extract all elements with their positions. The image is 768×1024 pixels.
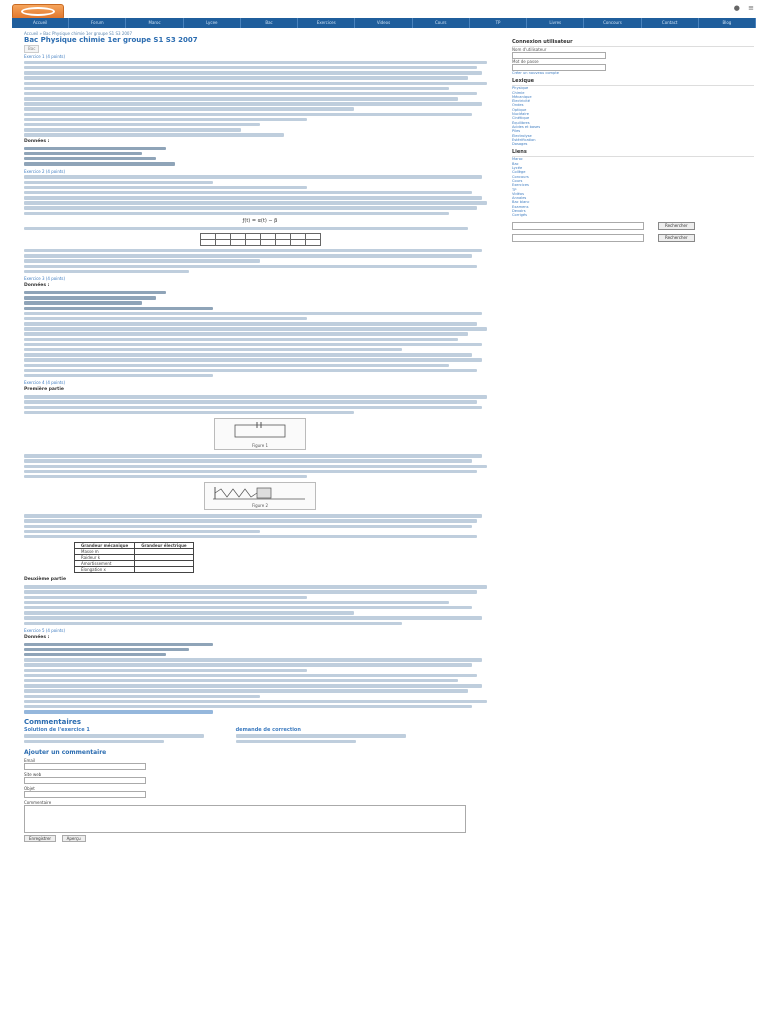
table-cell: Amortissement bbox=[75, 561, 135, 567]
save-button[interactable]: Enregistrer bbox=[24, 835, 56, 842]
password-field[interactable] bbox=[512, 64, 606, 71]
preview-button[interactable]: Aperçu bbox=[62, 835, 86, 842]
links-item[interactable]: Vidéos bbox=[512, 191, 524, 196]
lexique-item[interactable]: Estérification bbox=[512, 137, 536, 142]
login-widget-title: Connexion utilisateur bbox=[512, 39, 754, 47]
comment-card bbox=[24, 727, 224, 745]
circuit-figure bbox=[214, 418, 306, 450]
data-heading: Données : bbox=[24, 138, 50, 144]
website-field[interactable] bbox=[24, 777, 146, 784]
search-button[interactable]: Rechercher bbox=[658, 222, 695, 230]
lexique-item[interactable]: Ondes bbox=[512, 103, 524, 108]
top-icons bbox=[728, 4, 754, 12]
nav-item[interactable]: TP bbox=[470, 18, 527, 28]
spring-diagram bbox=[205, 483, 315, 503]
subject-label: Objet bbox=[24, 785, 35, 791]
exercise-heading: Exercice 2 (4 points) bbox=[24, 168, 66, 174]
formula: ƒ(t) = α(t) − β bbox=[242, 217, 278, 224]
links-item[interactable]: Bac blanc bbox=[512, 200, 530, 205]
lexique-item[interactable]: Acides et bases bbox=[512, 124, 541, 129]
links-item[interactable]: Annales bbox=[512, 196, 527, 201]
links-item[interactable]: TP bbox=[512, 187, 517, 192]
lexique-item[interactable]: Physique bbox=[512, 86, 529, 91]
category-button[interactable]: Bac bbox=[24, 45, 39, 53]
part-heading: Première partie bbox=[24, 387, 64, 393]
lexique-item[interactable]: Optique bbox=[512, 107, 527, 112]
figure-caption: Figure 1 bbox=[251, 443, 269, 449]
user-icon[interactable]: ● bbox=[733, 4, 740, 12]
exercise-heading: Exercice 4 (4 points) bbox=[24, 380, 66, 386]
links-item[interactable]: Cours bbox=[512, 178, 523, 183]
lexique-item[interactable]: Chimie bbox=[512, 90, 525, 95]
password-label: Mot de passe bbox=[512, 59, 539, 64]
measurement-table bbox=[200, 233, 321, 246]
links-item[interactable]: Bac bbox=[512, 161, 519, 166]
table-cell: Raideur k bbox=[75, 555, 135, 561]
website-label: Site web bbox=[24, 771, 42, 777]
links-title: Liens bbox=[512, 149, 754, 157]
links-item[interactable]: Lycée bbox=[512, 166, 523, 171]
nav-item[interactable]: Bac bbox=[241, 18, 298, 28]
lexique-item[interactable]: Équilibres bbox=[512, 120, 530, 125]
nav-item[interactable]: Lycee bbox=[184, 18, 241, 28]
comment-card bbox=[236, 727, 436, 745]
nav-item[interactable]: Forum bbox=[69, 18, 126, 28]
nav-item[interactable]: Blog bbox=[699, 18, 756, 28]
table-header: Grandeur électrique bbox=[135, 543, 193, 549]
lexique-item[interactable]: Électricité bbox=[512, 99, 530, 104]
comment-title[interactable]: Solution de l'exercice 1 bbox=[24, 726, 90, 733]
search-input[interactable] bbox=[512, 222, 644, 230]
lexique-item[interactable]: Dosages bbox=[512, 142, 528, 147]
analogy-table bbox=[74, 542, 194, 573]
nav-item[interactable]: Exercices bbox=[298, 18, 355, 28]
lexique-item[interactable]: Cinétique bbox=[512, 116, 530, 121]
exercise-heading: Exercice 1 (4 points) bbox=[24, 54, 66, 59]
links-item[interactable]: Collège bbox=[512, 170, 526, 175]
links-item[interactable]: Examens bbox=[512, 204, 529, 209]
top-bar bbox=[0, 0, 768, 18]
search-input[interactable] bbox=[512, 234, 644, 242]
part-heading: Deuxième partie bbox=[24, 577, 67, 583]
lexique-item[interactable]: Nucléaire bbox=[512, 112, 529, 117]
page-title: Bac Physique chimie 1er groupe S1 S3 2007 bbox=[24, 36, 198, 44]
email-label: Email bbox=[24, 757, 36, 763]
article bbox=[24, 36, 496, 1004]
comments-title: Commentaires bbox=[24, 717, 82, 726]
links-item[interactable]: Devoirs bbox=[512, 209, 526, 214]
table-cell bbox=[135, 567, 193, 573]
sidebar bbox=[512, 36, 754, 242]
add-comment-title: Ajouter un commentaire bbox=[24, 748, 107, 756]
search-button[interactable]: Rechercher bbox=[658, 234, 695, 242]
username-label: Nom d'utilisateur bbox=[512, 47, 547, 52]
figure-caption: Figure 2 bbox=[251, 503, 269, 509]
nav-item[interactable]: Concours bbox=[584, 18, 641, 28]
comment-title[interactable]: demande de correction bbox=[235, 726, 301, 733]
links-item[interactable]: Concours bbox=[512, 174, 529, 179]
nav-item[interactable]: Livres bbox=[527, 18, 584, 28]
data-heading: Données : bbox=[24, 283, 50, 289]
exercise-heading: Exercice 5 (4 points) bbox=[24, 627, 66, 633]
lexique-item[interactable]: Électrolyse bbox=[512, 133, 532, 138]
table-cell: Masse m bbox=[75, 549, 135, 555]
spring-figure bbox=[204, 482, 316, 510]
create-account-link[interactable]: Créer un nouveau compte bbox=[512, 71, 559, 75]
post-meta bbox=[24, 45, 496, 51]
search-row bbox=[512, 234, 754, 242]
links-item[interactable]: Corrigés bbox=[512, 213, 527, 218]
lexique-item[interactable]: Piles bbox=[512, 129, 521, 134]
lexique-item[interactable]: Mécanique bbox=[512, 94, 532, 99]
table-cell: Élongation x bbox=[75, 567, 135, 573]
data-heading: Données : bbox=[24, 634, 50, 640]
username-field[interactable] bbox=[512, 52, 606, 59]
circuit-diagram bbox=[215, 419, 305, 443]
comment-textarea[interactable] bbox=[24, 805, 466, 833]
links-item[interactable]: Maroc bbox=[512, 157, 523, 162]
nav-item[interactable]: Maroc bbox=[126, 18, 183, 28]
menu-icon[interactable]: ≡ bbox=[748, 4, 754, 12]
nav-item[interactable]: Contact bbox=[642, 18, 699, 28]
links-item[interactable]: Exercices bbox=[512, 183, 529, 188]
lexique-title: Lexique bbox=[512, 78, 754, 86]
main-nav bbox=[12, 18, 756, 28]
email-field[interactable] bbox=[24, 763, 146, 770]
breadcrumb[interactable]: Accueil » Bac Physique chimie 1er groupe S1 S3 2007 bbox=[24, 31, 133, 36]
exercise-heading: Exercice 3 (4 points) bbox=[24, 276, 66, 282]
nav-item[interactable]: Videos bbox=[355, 18, 412, 28]
search-row bbox=[512, 222, 754, 230]
subject-field[interactable] bbox=[24, 791, 146, 798]
nav-item[interactable]: Cours bbox=[413, 18, 470, 28]
comment-label: Commentaire bbox=[24, 799, 52, 805]
table-header: Grandeur mécanique bbox=[75, 543, 135, 549]
nav-item[interactable]: Accueil bbox=[12, 18, 69, 28]
